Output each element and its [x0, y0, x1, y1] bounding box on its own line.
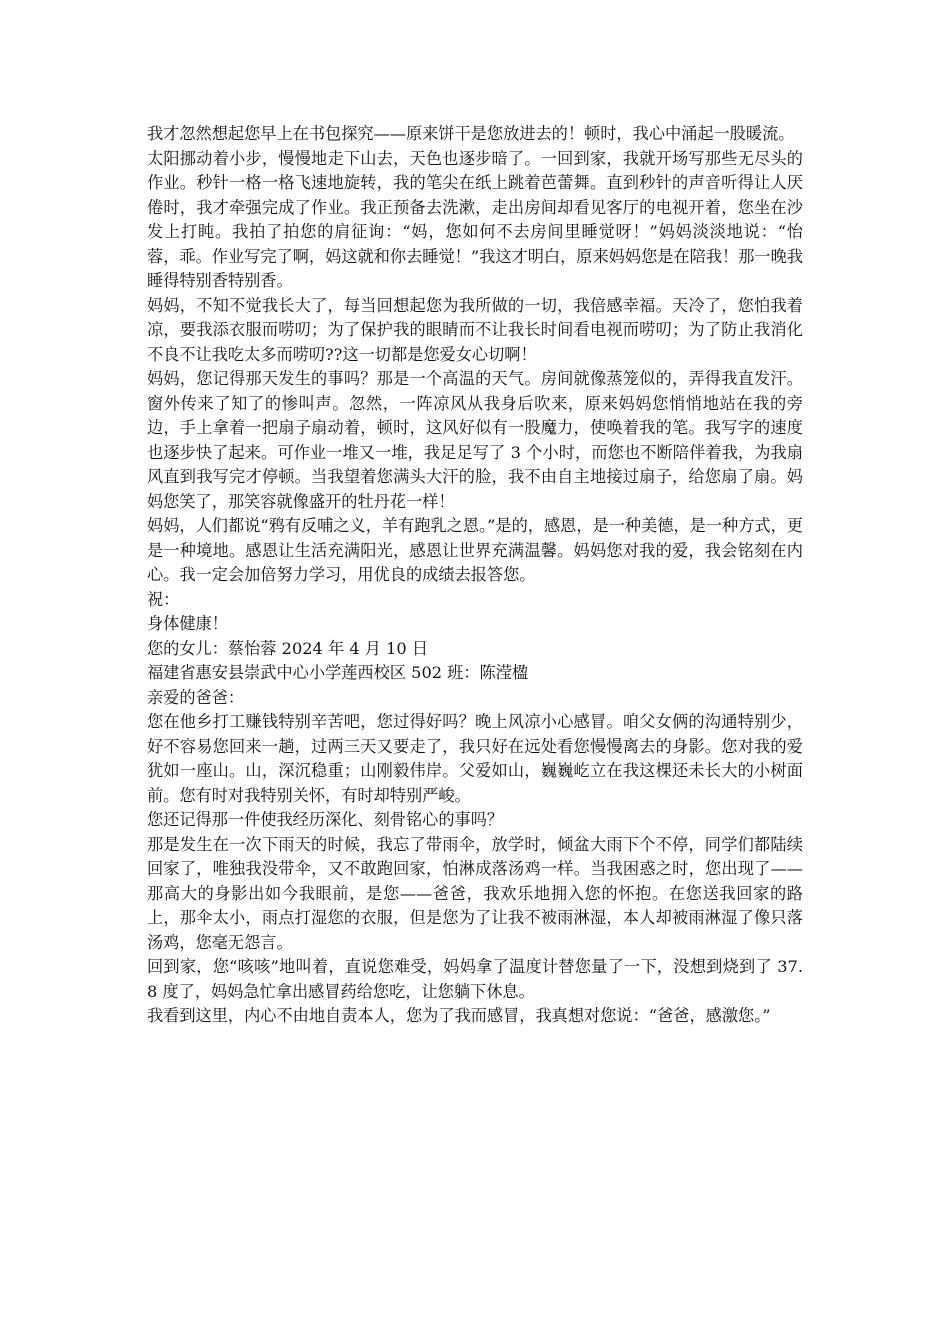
document-body	[147, 122, 803, 1029]
blessing-line: 身体健康！	[147, 614, 228, 633]
paragraph: 回到家，您“咳咳”地叫着，直说您难受，妈妈拿了温度计替您量了一下，没想到烧到了 37.8 度了，妈妈急忙拿出感冒药给您吃，让您躺下休息。	[147, 957, 803, 1001]
paragraph: 您在他乡打工赚钱特别辛苦吧，您过得好吗？晚上风凉小心感冒。咱父女俩的沟通特别少，好不容易您回来一趟，过两三天又要走了，我只好在远处看您慢慢离去的身影。您对我的爱犹如一座山。山，深沉稳重；山刚毅伟岸。父爱如山，巍巍屹立在我这棵还未长大的小树面前。您有时对我特别关怀，有时却特别严峻。	[147, 712, 803, 805]
paragraph: 我才忽然想起您早上在书包探究——原来饼干是您放进去的！顿时，我心中涌起一股暖流。	[147, 124, 795, 143]
salutation-line: 祝：	[147, 589, 180, 609]
paragraph: 太阳挪动着小步，慢慢地走下山去，天色也逐步暗了。一回到家，我就开场写那些无尽头的作业。秒针一格一格飞速地旋转，我的笔尖在纸上跳着芭蕾舞。直到秒针的声音听得让人厌倦时，我才牵强完成了作业。我正预备去洗漱，走出房间却看见客厅的电视开着，您坐在沙发上打盹。我拍了拍您的肩征询：“妈，您如何不去房间里睡觉呀！”妈妈淡淡地说：“怡蓉，乖。作业写完了啊，妈这就和你去睡觉！”我这才明白，原来妈妈您是在陪我！那一晚我睡得特别香特别香。	[147, 148, 803, 290]
paragraph: 您还记得那一件使我经历深化、刻骨铭心的事吗？	[147, 810, 504, 829]
signature-date-line: 您的女儿：蔡怡蓉 2024 年 4 月 10 日	[147, 638, 429, 658]
paragraph: 那是发生在一次下雨天的时候，我忘了带雨伞，放学时，倾盆大雨下个不停，同学们都陆续回家了，唯独我没带伞，又不敢跑回家，怕淋成落汤鸡一样。当我困惑之时，您出现了——那高大的身影出如今我眼前，是您——爸爸，我欢乐地拥入您的怀抱。在您送我回家的路上，那伞太小，雨点打湿您的衣服，但是您为了让我不被雨淋湿，本人却被雨淋湿了像只落汤鸡，您毫无怨言。	[147, 834, 803, 952]
greeting-line: 亲爱的爸爸：	[147, 687, 245, 707]
paragraph: 妈妈，您记得那天发生的事吗？那是一个高温的天气。房间就像蒸笼似的，弄得我直发汗。窗外传来了知了的惨叫声。忽然，一阵凉风从我身后吹来，原来妈妈您悄悄地站在我的旁边，手上拿着一把扇子扇动着，顿时，这风好似有一股魔力，使唤着我的笔。我写字的速度也逐步快了起来。可作业一堆又一堆，我足足写了 3 个小时，而您也不断陪伴着我，为我扇风直到我写完才停顿。当我望着您满头大汗的脸，我不由自主地接过扇子，给您扇了扇。妈妈您笑了，那笑容就像盛开的牡丹花一样！	[147, 369, 803, 511]
author-line: 福建省惠安县崇武中心小学莲西校区 502 班：陈滢楹	[147, 663, 529, 682]
paragraph: 妈妈，人们都说“鸦有反哺之义，羊有跑乳之恩。”是的，感恩，是一种美德，是一种方式，更是一种境地。感恩让生活充满阳光，感恩让世界充满温馨。妈妈您对我的爱，我会铭刻在内心。我一定会加倍努力学习，用优良的成绩去报答您。	[147, 516, 803, 584]
paragraph: 妈妈，不知不觉我长大了，每当回想起您为我所做的一切，我倍感幸福。天冷了，您怕我着凉，要我添衣服而唠叨；为了保护我的眼睛而不让我长时间看电视而唠叨；为了防止我消化不良不让我吃太多而唠叨??这一切都是您爱女心切啊！	[147, 295, 803, 364]
paragraph: 我看到这里，内心不由地自责本人，您为了我而感冒，我真想对您说：“爸爸，感激您。”	[147, 1006, 771, 1025]
